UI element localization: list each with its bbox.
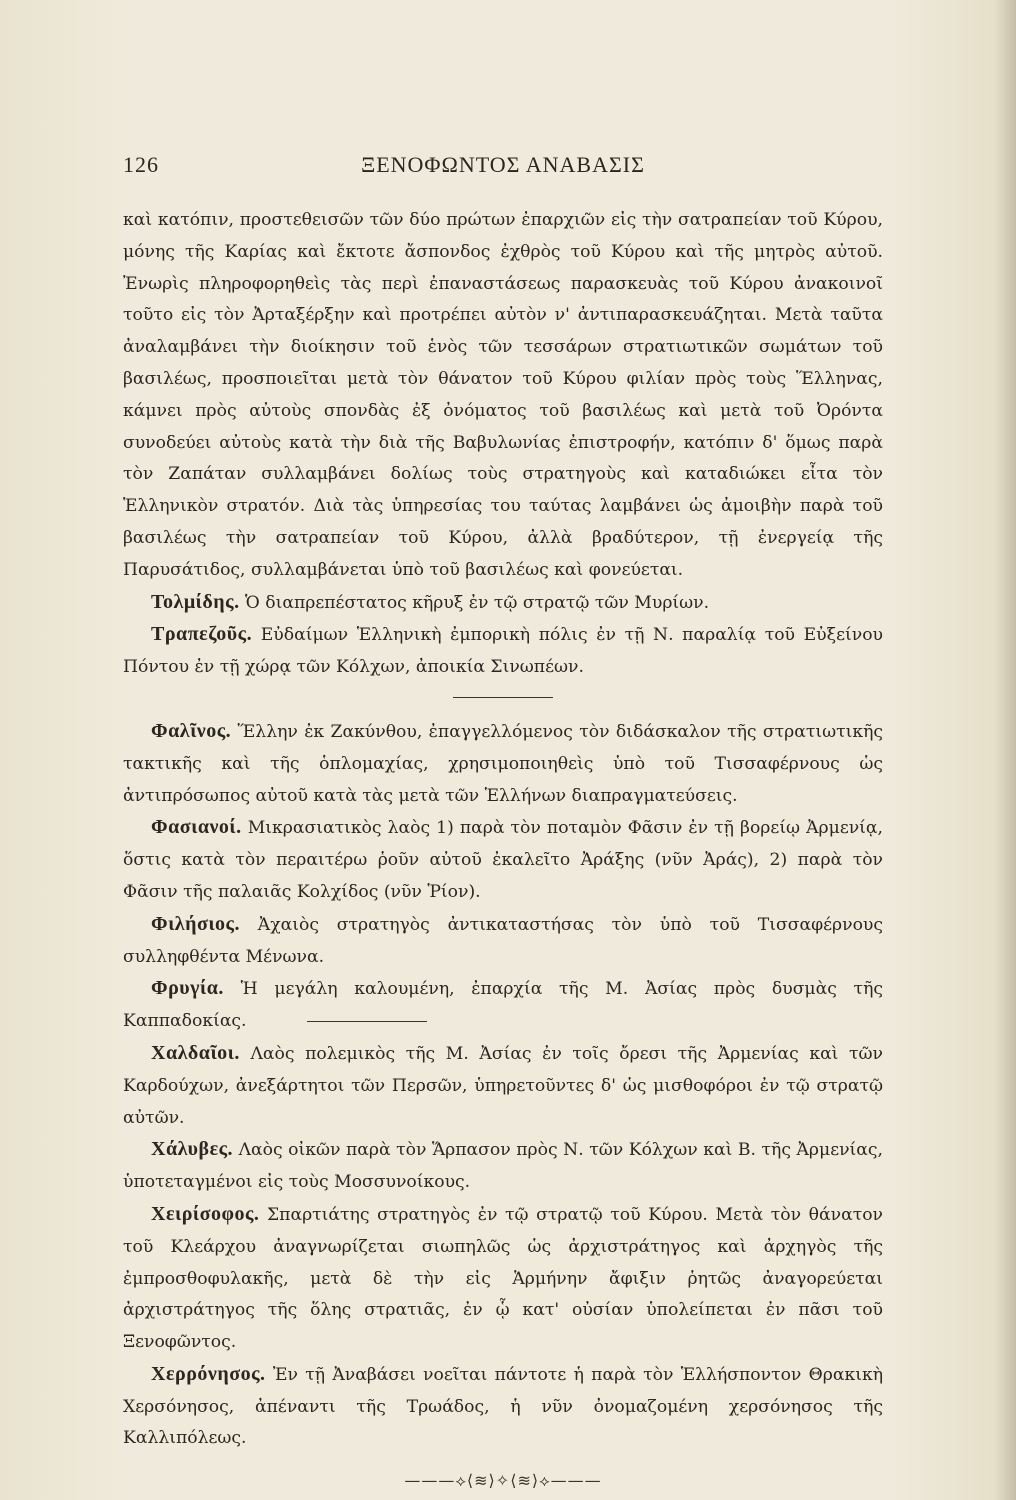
section-divider (453, 697, 553, 698)
glossary-entry (123, 587, 883, 620)
entry-term: Φρυγία. (151, 977, 224, 1000)
entry-text: Σπαρτιάτης στρατηγὸς ἐν τῷ στρατῷ τοῦ Κύρου. Μετὰ τὸν θάνατον τοῦ Κλεάρχου ἀναγνωρίζεται σιωπηλῶς ὡς ἀρχιστράτηγος καὶ ἀρχηγὸς τῆς ἐμπροσθοφυλακῆς, μετὰ δὲ τὴν εἰς Ἁρμήνην ἄφιξιν ῥητῶς ἀναγορεύεται ἀρχιστράτηγος τῆς ὅλης στρατιᾶς, ἐν ᾧ κατ' οὐσίαν ὑπολείπεται ἐν πᾶσι τοῦ Ξενοφῶντος. (123, 1204, 883, 1353)
page-header (123, 152, 883, 188)
glossary-entry (123, 716, 883, 812)
entry-text: Λαὸς πολεμικὸς τῆς Μ. Ἀσίας ἐν τοῖς ὄρεσι τῆς Ἀρμενίας καὶ τῶν Καρδούχων, ἀνεξάρτητοι τῶν Περσῶν, ὑπηρετοῦντες δ' ὡς μισθοφόροι ἐν τῷ στρατῷ αὐτῶν. (123, 1043, 883, 1128)
entry-text: Ἡ μεγάλη καλουμένη, ἐπαρχία τῆς Μ. Ἀσίας πρὸς δυσμὰς τῆς Καππαδοκίας. (123, 979, 883, 1032)
running-title: ΞΕΝΟΦΩΝΤΟΣ ΑΝΑΒΑΣΙΣ (361, 152, 645, 177)
entry-text: Ὁ διαπρεπέστατος κῆρυξ ἐν τῷ στρατῷ τῶν Μυρίων. (239, 592, 710, 613)
entry-term: Χαλδαῖοι. (151, 1041, 240, 1064)
inline-divider (307, 1021, 427, 1022)
entry-term: Τολμίδης. (151, 590, 240, 613)
glossary-entry (123, 1134, 883, 1199)
page-number: 126 (123, 152, 159, 177)
glossary-entry (123, 619, 883, 684)
entry-term: Φιλήσιος. (151, 912, 240, 935)
entry-term: Φαλῖνος. (151, 719, 232, 742)
entry-text: Μικρασιατικὸς λαὸς 1) παρὰ τὸν ποταμὸν Φᾶσιν ἐν τῇ βορείῳ Ἀρμενίᾳ, ὅστις κατὰ τὸν περαιτέρω ῥοῦν αὐτοῦ ἐκαλεῖτο Ἀράξης (νῦν Ἀράς), 2) παρὰ τὸν Φᾶσιν τῆς παλαιᾶς Κολχίδος (νῦν Ῥίον). (123, 818, 883, 902)
entry-term: Φασιανοί. (151, 816, 242, 839)
glossary-entry (123, 1038, 883, 1134)
entry-text: Ἀχαιὸς στρατηγὸς ἀντικαταστήσας τὸν ὑπὸ τοῦ Τισσαφέρνους συλληφθέντα Μένωνα. (123, 914, 883, 967)
entry-term: Χερρόνησος. (151, 1362, 266, 1385)
entry-term: Χειρίσοφος. (151, 1202, 260, 1225)
entry-text: Ἕλλην ἐκ Ζακύνθου, ἐπαγγελλόμενος τὸν διδάσκαλον τῆς στρατιωτικῆς τακτικῆς καὶ τῆς ὁπλομαχίας, χρησιμοποιηθεὶς ὑπὸ τοῦ Τισσαφέρνους ὡς ἀντιπρόσωπος αὐτοῦ κατὰ τὰς μετὰ τῶν Ἑλλήνων διαπραγματεύσεις. (123, 721, 883, 806)
entry-term: Χάλυβες. (151, 1138, 234, 1161)
entry-term: Τραπεζοῦς. (151, 623, 253, 646)
body-text (123, 205, 883, 1497)
page-edge-shadow (994, 0, 1016, 1500)
entry-text: Λαὸς οἰκῶν παρὰ τὸν Ἅρπασον πρὸς Ν. τῶν Κόλχων καὶ Β. τῆς Ἀρμενίας, ὑποτεταγμένοι εἰς τοὺς Μοσσυνοίκους. (123, 1140, 883, 1193)
glossary-entry (123, 1359, 883, 1455)
entry-text: Εὐδαίμων Ἑλληνικὴ ἐμπορικὴ πόλις ἐν τῇ Ν. παραλίᾳ τοῦ Εὐξείνου Πόντου ἐν τῇ χώρᾳ τῶν Κόλχων, ἀποικία Σινωπέων. (123, 625, 883, 678)
glossary-entry (123, 973, 883, 1038)
opening-paragraph: καὶ κατόπιν, προστεθεισῶν τῶν δύο πρώτων ἐπαρχιῶν εἰς τὴν σατραπείαν τοῦ Κύρου, μόνης τῆς Καρίας καὶ ἔκτοτε ἄσπονδος ἐχθρὸς τοῦ Κύρου καὶ τῆς μητρὸς αὐτοῦ. Ἐνωρὶς πληροφορηθεὶς τὰς περὶ ἐπαναστάσεως παρασκευὰς τοῦ Κύρου ἀνακοινοῖ τοῦτο εἰς τὸν Ἀρταξέρξην καὶ προτρέπει αὐτὸν ν' ἀντιπαρασκευάζηται. Μετὰ ταῦτα ἀναλαμβάνει τὴν διοίκησιν τοῦ ἑνὸς τῶν τεσσάρων στρατιωτικῶν σωμάτων τοῦ βασιλέως, προσποιεῖται μετὰ τὸν θάνατον τοῦ Κύρου φιλίαν πρὸς τοὺς Ἕλληνας, κάμνει πρὸς αὐτοὺς σπονδὰς ἐξ ὀνόματος τοῦ βασιλέως καὶ μετὰ τοῦ Ὀρόντα συνοδεύει αὐτοὺς κατὰ τὴν διὰ τῆς Βαβυλωνίας ἐπιστροφήν, κατόπιν δ' ὅμως παρὰ τὸν Ζαπάταν συλλαμβάνει δολίως τοὺς στρατηγοὺς καὶ καταδιώκει εἶτα τὸν Ἑλληνικὸν στρατόν. Διὰ τὰς ὑπηρεσίας του ταύτας λαμβάνει ὡς ἀμοιβὴν παρὰ τοῦ βασιλέως τὴν σατραπείαν τοῦ Κύρου, ἀλλὰ βραδύτερον, τῇ ἐνεργείᾳ τῆς Παρυσάτιδος, συλλαμβάνεται ὑπὸ τοῦ βασιλέως καὶ φονεύεται. (123, 210, 883, 580)
end-ornament: ———⟡⟨≋⟩✧⟨≋⟩⟡——— (404, 1471, 602, 1491)
glossary-entry (123, 909, 883, 974)
entry-text: Ἐν τῇ Ἀναβάσει νοεῖται πάντοτε ἡ παρὰ τὸν Ἑλλήσποντον Θρακικὴ Χερσόνησος, ἀπέναντι τῆς Τρωάδος, ἡ νῦν ὀνομαζομένη χερσόνησος τῆς Καλλιπόλεως. (123, 1364, 883, 1449)
glossary-entry (123, 812, 883, 908)
glossary-entry (123, 1199, 883, 1359)
